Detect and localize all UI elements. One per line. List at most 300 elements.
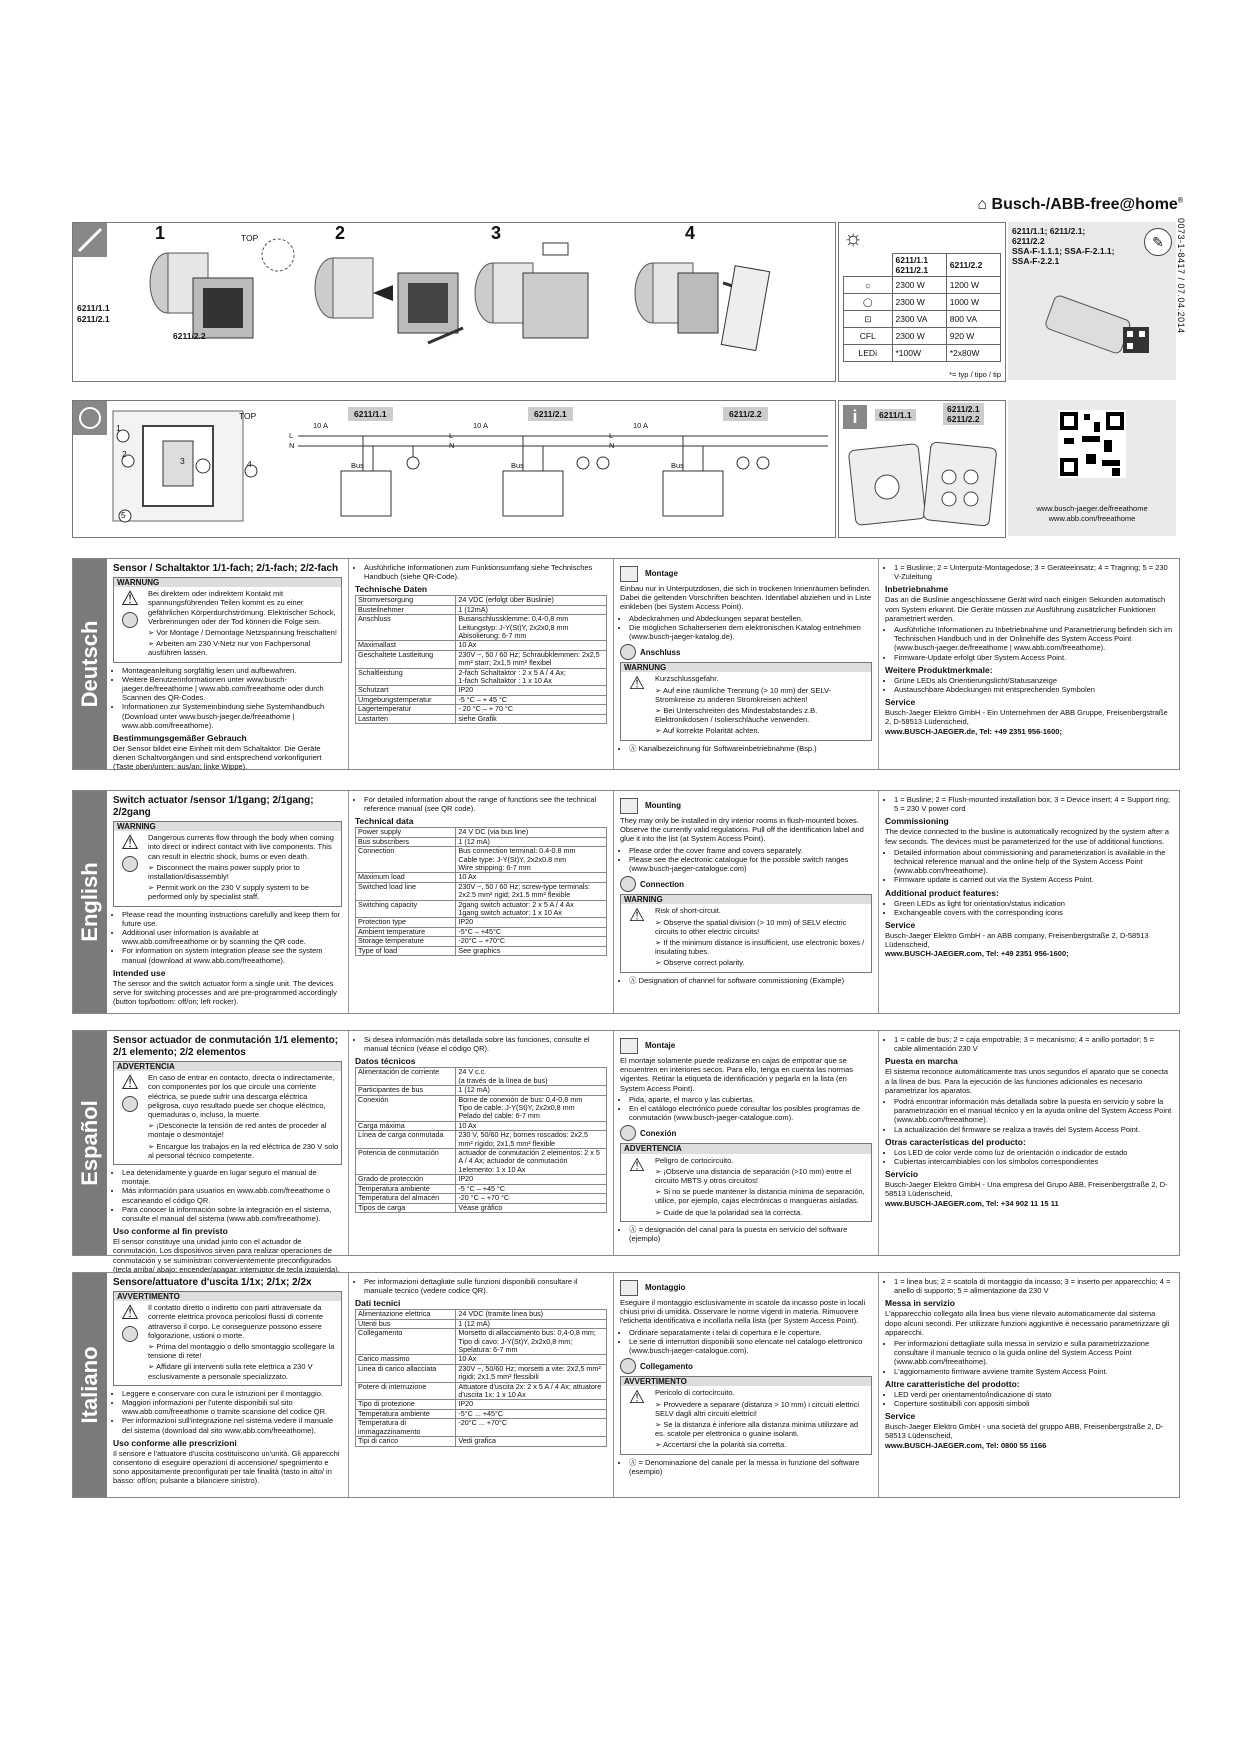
tech-row [356,918,607,927]
tech-label: Potencia de conmutación [356,1149,456,1175]
commissioning-list [885,848,1173,885]
tech-label: Protection type [356,918,456,927]
manual-icon: ✎ [1144,228,1172,256]
channel-note-text: Kanalbezeichnung für Softwareinbetriebnahme (Bsp.) [638,743,817,753]
connection-warning-text: Peligro de cortocircuito. [655,1155,734,1165]
service-address: Busch-Jaeger Elektro GmbH - Ein Unternehmen der ABB Gruppe, Freisenbergstraße 2, D-58513 Lüdenscheid, [885,708,1168,727]
mounting-header [620,566,872,582]
mounting-column [613,1273,878,1497]
commissioning-column [878,1273,1179,1497]
tech-value: -5 °C – + 45 °C [456,695,607,704]
mounting-list [620,614,872,642]
tech-row [356,946,607,955]
tech-value: siehe Grafik [456,714,607,723]
info-item: • Maggiori informazioni per l'utente disponibili sul sito www.abb.com/freeathome o tramite scansione del codice QR. [122,1398,342,1416]
tech-intro-text: • Si desea información más detallada sobre las funciones, consulte el manual técnico (véase el código QR). [364,1035,607,1053]
info-item: • For information on system integration please see the system manual (download at www.abb.com/freeathome). [122,946,342,964]
service-title: Service [885,697,916,708]
product-title: Sensor / Schaltaktor 1/1-fach; 2/1-fach; 2/2-fach [113,563,339,574]
warning-triangle-icon: ⚠ [628,1387,646,1408]
halogen-icon: ◯ [844,294,893,311]
commissioning-title: Puesta en marcha [885,1056,958,1067]
language-label: Deutsch [77,620,102,708]
connection-bullet: ➢ Si no se puede mantener la distancia mínima de separación, utilice, por ejemplo, cajas electrónicas o mangueras aisladas. [655,1187,865,1206]
connection-warning-title: WARNUNG [621,663,871,672]
feature-item: • Green LEDs as light for orientation/status indication [894,899,1173,908]
service-text [885,1180,1173,1208]
tech-row [356,1131,607,1149]
connection-title: Collegamento [640,1361,693,1371]
connection-warning [620,1376,872,1454]
line-label: L [289,431,294,440]
wiring-title: 6211/2.2 [723,407,768,421]
connection-bullet-text: Observe the spatial division (> 10 mm) of SELV electric circuits to other electric circuits! [655,917,847,936]
mounting-title: Montaggio [645,1283,686,1293]
service-title: Service [885,920,916,931]
tech-label: Potere di interruzione [356,1382,456,1400]
tech-table [355,1309,607,1446]
tech-row [356,1419,607,1437]
connection-header [620,1125,872,1141]
tech-value: -20°C ... +70°C [456,1419,607,1437]
mounting-header [620,798,872,814]
language-tab [73,1031,107,1255]
wiring-figure [72,400,836,538]
legend-list [885,795,1173,813]
load-header: 6211/1.1 6211/2.1 [892,254,946,277]
tech-label: Bus subscribers [356,837,456,846]
smartphone-qr-image [1038,292,1158,372]
tech-label: Type of load [356,946,456,955]
tech-row [356,882,607,900]
connection-bullet: ➢ Observe correct polarity. [655,958,745,968]
tech-row [356,873,607,882]
safety-column [107,1031,348,1274]
feature-item: • Grüne LEDs als Orientierungslicht/Statusanzeige [894,676,1173,685]
intended-use-text: The sensor and the switch actuator form a single unit. The devices serve for switching processes and are pre-programmed accordingly (button top/bottom: off/on; left rocker). [113,978,337,1007]
tech-label: Carga máxima [356,1121,456,1130]
mounting-list [620,1328,872,1356]
tech-label: Collegamento [356,1329,456,1355]
screwdriver-icon [620,566,638,582]
channel-note-text: = Denominazione del canale per la messa in funzione del software (esempio) [629,1457,860,1476]
wiring-title: 6211/2.1 [528,407,573,421]
info-item: • Más información para usuarios en www.abb.com/freeathome o escaneando el código QR. [122,1186,342,1204]
connection-bullet-text: ¡Observe una distancia de separación (>10 mm) entre el circuito MBTS y otros circuitos! [655,1166,852,1186]
fuse-label: 10 A [313,421,329,430]
tech-value: 230V ~, 50 / 60 Hz; Schraubklemmen: 2x2,5 mm² starr; 2x1,5 mm² flexibel [456,650,607,668]
load-note: *= typ / tipo / tip [949,370,1001,379]
service-address: Busch-Jaeger Elektro GmbH - Una empresa del Grupo ABB, Freisenbergstraße 2, D-58513 Lüdenscheid, [885,1180,1168,1199]
language-label: English [77,862,102,942]
tech-title: Datos técnicos [355,1056,416,1067]
warning-bullet: ➢ ¡Desconecte la tensión de red antes de proceder al montaje o desmontaje! [148,1121,327,1140]
mounting-text: El montaje solamente puede realizarse en cajas de empotrar que se encuentren en interiores secos. Para ello, tenga en cuenta las normas vigentes. Retirar la etiqueta de identificación y pegarla en la lista (en System Access Point). [620,1056,854,1093]
mounting-item: • En el catálogo electrónico puede consultar los posibles programas de conmutación (www.busch-jaeger-catalogue.com). [629,1104,872,1122]
service-title: Servicio [885,1169,919,1180]
language-tab [73,559,107,769]
connection-bullet-text: Provvedere a separare (distanza > 10 mm) i circuiti elettrici SELV dagli altri circuiti elettrici! [655,1399,860,1418]
tech-value: -20°C – +70°C [456,937,607,946]
info-item: • Informationen zur Systemeinbindung siehe Systemhandbuch (Download unter www.busch-jaeger.de/freeathome | www.abb.com/freeathome). [122,702,342,730]
commissioning-column [878,559,1179,769]
mounting-title: Montaje [645,1041,676,1051]
legend-list [885,563,1173,581]
mounting-item: • Please see the electronic catalogue for the possible switch ranges (www.busch-jaeger-catalogue.com) [629,855,872,873]
tech-value: actuador de conmutación 2 elementos: 2 x 5 A / 4 Ax; actuador de conmutación 1elemento: 1 x 10 Ax [456,1149,607,1175]
language-label: Italiano [77,1346,102,1424]
tech-row [356,847,607,873]
tech-row [356,1149,607,1175]
tech-label: Temperatura ambiente [356,1409,456,1418]
feature-item: • Los LED de color verde como luz de orientación o indicador de estado [894,1148,1173,1157]
tech-value: 1 (12 mA) [456,1086,607,1095]
connection-bullet-text: Auf eine räumliche Trennung (> 10 mm) der SELV-Stromkreise zu anderen Stromkreisen achten! [655,685,832,704]
tech-label: Maximallast [356,641,456,650]
tech-intro-text: • For detailed information about the range of functions see the technical reference manual (see QR code). [364,795,607,813]
load-value: 2300 VA [892,311,946,328]
installation-figure [72,222,836,382]
channel-note-list [620,1225,872,1243]
tech-value: 10 Ax [456,641,607,650]
info-item: • Per informazioni sull'integrazione nel sistema vedere il manuale del sistema (download dal sito www.abb.com/freeathome). [122,1416,342,1434]
warning-box [113,577,342,663]
service-contact: www.BUSCH-JAEGER.de, Tel: +49 2351 956-1600; [885,726,1062,736]
warning-bullet-text: Affidare gli interventi sulla rete elettrica a 230 V esclusivamente a personale specializzato. [148,1362,313,1381]
tech-label: Línea de carga conmutada [356,1131,456,1149]
connection-bullet-text: Si no se puede mantener la distancia mínima de separación, utilice, por ejemplo, cajas electrónicas o mangueras aisladas. [655,1187,865,1206]
commissioning-item: • La actualización del firmware se realiza a través del System Access Point. [894,1125,1173,1134]
tech-row [356,1310,607,1319]
tech-title: Dati tecnici [355,1298,401,1309]
tech-row [356,1437,607,1446]
home-icon: ⌂ [977,196,988,213]
tech-label: Connection [356,847,456,873]
tech-label: Ambient temperature [356,927,456,936]
tech-label: Conexión [356,1095,456,1121]
transformer-icon: ⊡ [844,311,893,328]
warning-text: En caso de entrar en contacto, directa o indirectamente, con componentes por los que circule una corriente eléctrica, se puede sufrir una descarga eléctrica peligrosa, cuyo resultado puede ser choque eléctrico, quemaduras o, incluso, la muerte. [148,1073,335,1120]
mounting-text: They may only be installed in dry interior rooms in flush-mounted boxes. Observe the currently valid regulations. Pull off the identification label and glue it into the list (at System Access Point). [620,816,864,844]
tech-label: Lastarten [356,714,456,723]
tech-value: 1 (12 mA) [456,1319,607,1328]
fuse-label: 10 A [633,421,649,430]
warning-text: Bei direktem oder indirektem Kontakt mit spannungsführenden Teilen kommt es zu einer gefährlichen Körperdurchströmung. Elektrischer Schock, Verbrennungen oder der Tod können die Folge sein. [148,589,336,626]
legend-list [885,1277,1173,1295]
commissioning-column [878,1031,1179,1255]
warning-bullet: ➢ Encargue los trabajos en la red eléctrica de 230 V solo al personal técnico competente. [148,1141,339,1160]
lamp-icon: ☼ [843,225,864,250]
connection-header [620,876,872,892]
language-tab [73,1273,107,1497]
commissioning-text: Das an die Buslinie angeschlossene Gerät wird nach einigen Sekunden automatisch vom System erkannt. Die Geräte müssen zur Ausführung zusätzlicher Funktionen parametriert werden. [885,595,1166,623]
channel-note-list [620,744,872,753]
language-tab [73,791,107,1013]
tech-value: IP20 [456,1175,607,1184]
channel-note-list [620,976,872,985]
tech-row [356,668,607,686]
tech-row [356,1329,607,1355]
info-list [113,1389,342,1435]
top-label: TOP [239,411,257,421]
service-text [885,931,1173,959]
warning-triangle-icon: ⚠ [628,673,646,694]
commissioning-item: • Detailed information about commissioning and parameterization is available in the technical reference manual and the online help of the System Access Point (www.abb.com/freeathome). [894,848,1173,876]
screwdriver-icon [620,1280,638,1296]
legend-text: • 1 = Buslinie; 2 = Unterputz-Montagedose; 3 = Geräteeinsatz; 4 = Tragring; 5 = 230 V-Zuleitung [894,563,1173,581]
tech-value: -5°C ... +45°C [456,1409,607,1418]
connection-bullet: ➢ Se la distanza è inferiore alla distanza minima utilizzare ad es. scatole per elettronica o guaine isolanti. [655,1420,859,1439]
step-number: 2 [335,223,346,243]
warning-bullet: ➢ Affidare gli interventi sulla rete elettrica a 230 V esclusivamente a personale specializzato. [148,1362,313,1381]
load-value: 1200 W [946,277,1000,294]
service-address: Busch-Jaeger Elektro GmbH - una società del gruppo ABB, Freisenbergstraße 2, D-58513 Lüdenscheid, [885,1422,1164,1441]
mounting-item: • Pida, aparte, el marco y las cubiertas. [629,1095,872,1104]
electrician-icon [122,856,138,872]
warning-box [113,1291,342,1386]
load-value: 920 W [946,328,1000,345]
tech-value: -20 °C – +70 °C [456,1194,607,1203]
service-contact: www.BUSCH-JAEGER.com, Tel: +34 902 11 15 11 [885,1198,1059,1208]
electrician-icon [122,612,138,628]
channel-a-icon: Ⓐ [629,1457,637,1467]
mounting-header [620,1038,872,1054]
mounting-item: • Please order the cover frame and covers separately. [629,846,872,855]
tech-label: Switched load line [356,882,456,900]
tech-label: Utenti bus [356,1319,456,1328]
line-label: L [449,431,454,440]
warning-bullet: ➢ Vor Montage / Demontage Netzspannung freischalten! [148,628,337,638]
tech-label: Carico massimo [356,1355,456,1364]
connection-title: Anschluss [640,647,681,657]
warning-triangle-icon: ⚠ [628,905,646,926]
tech-row [356,1194,607,1203]
commissioning-text: The device connected to the busline is automatically recognized by the system after a few seconds. The devices must be parameterized for the use of additional functions. [885,827,1169,846]
bus-label: Bus [511,461,524,470]
feature-item: • Exchangeable covers with the corresponding icons [894,908,1173,917]
tech-label: Anschluss [356,615,456,641]
channel-a-icon: Ⓐ [629,1224,637,1234]
connection-bullet-text: Accertarsi che la polarità sia corretta. [662,1440,787,1450]
channel-note-text: = designación del canal para la puesta en servicio del software (ejemplo) [629,1224,848,1244]
step-number: 3 [491,223,502,243]
commissioning-item: • Podrá encontrar información más detallada sobre la puesta en servicio y sobre la parametrización en el manual técnico y en la ayuda online del System Access Point (www.abb.com/freeathome). [894,1097,1173,1125]
feature-item: • Cubiertas intercambiables con los símbolos correspondientes [894,1157,1173,1166]
service-text [885,1422,1173,1450]
intended-use-text: El sensor constituye una unidad junto con el actuador de conmutación. Los dispositivos sirven para realizar operaciones de conmutación y se suministran convenientemente preconfigurados (tecla arriba/ abajo: encender/apagar; interruptor de tecla izquierda). [113,1237,340,1274]
screwdriver-icon [620,1038,638,1054]
connection-warning [620,1143,872,1221]
neutral-label: N [609,441,615,450]
mounting-item: • Abdeckrahmen und Abdeckungen separat bestellen. [629,614,872,623]
tech-value: Véase gráfico [456,1203,607,1212]
warning-title: AVVERTIMENTO [114,1292,341,1301]
load-table [843,253,1001,362]
load-value: 2300 W [892,277,946,294]
channel-note-text: Designation of channel for software commissioning (Example) [638,975,845,985]
safety-column [107,559,348,772]
channel-note [629,976,872,985]
info-list [113,910,342,965]
tech-value: Bus connection terminal: 0.4-0.8 mm Cable type: J-Y(St)Y, 2x2x0.8 mm Wire stripping: 6-7 mm [456,847,607,873]
tech-value: See graphics [456,946,607,955]
tech-row [356,615,607,641]
tech-value: Morsetto di allacciamento bus: 0,4-0,8 mm; Tipo di cavo: J-Y(St)Y, 2x2x0,8 mm; Spelatura: 6-7 mm [456,1329,607,1355]
commissioning-title: Inbetriebnahme [885,584,949,595]
tech-label: Temperatura del almacén [356,1194,456,1203]
product-title: Switch actuator /sensor 1/1gang; 2/1gang; 2/2gang [113,795,314,818]
tech-value: Attuatore d'uscita 2x: 2 x 5 A / 4 Ax; attuatore d'uscita 1x: 1 x 10 Ax [456,1382,607,1400]
qr-panel [1008,400,1176,536]
cover-model: 6211/2.1 6211/2.2 [943,403,984,425]
electrician-icon [122,1326,138,1342]
tech-label: Tipo di protezione [356,1400,456,1409]
connection-warning [620,894,872,972]
tech-label: Switching capacity [356,900,456,918]
warning-triangle-icon: ⚠ [121,588,139,611]
tech-label: Geschaltete Lastleitung [356,650,456,668]
tech-label: Temperatura di immagazzinamento [356,1419,456,1437]
tech-label: Linea di carico allacciata [356,1364,456,1382]
product-title: Sensore/attuatore d'uscita 1/1x; 2/1x; 2/2x [113,1277,312,1288]
tech-value: IP20 [456,1400,607,1409]
tech-value: 10 Ax [456,1355,607,1364]
connection-title: Conexión [640,1128,677,1138]
tech-value: IP20 [456,918,607,927]
mounting-column [613,559,878,769]
commissioning-list [885,625,1173,662]
info-item: • Para conocer la información sobre la integración en el sistema, consulte el manual del sistema (www.abb.com/freeathome). [122,1205,342,1223]
info-item: • Please read the mounting instructions carefully and keep them for future use. [122,910,342,928]
cover-figure [838,400,1006,538]
features-list [885,1390,1173,1408]
language-section [72,790,1180,1014]
connection-header [620,1358,872,1374]
connection-warning-text: Kurzschlussgefahr. [655,674,719,684]
commissioning-item: • Per informazioni dettagliate sulla messa in servizio e sulla parametrizzazione consultare il manuale tecnico o la guida online del System Access Point (www.abb.com/freeathome). [894,1339,1173,1367]
wiring-drawings [73,401,835,537]
mounting-column [613,1031,878,1255]
connection-bullet-text: Cuide de que la polaridad sea la correcta. [663,1207,803,1217]
tech-intro [355,1035,607,1053]
wiring-title: 6211/1.1 [348,407,393,421]
url-busch[interactable]: www.busch-jaeger.de/freeathome [1036,504,1148,513]
safety-column [107,791,348,1013]
legend-text: • 1 = Busline; 2 = Flush-mounted installation box; 3 = Device insert; 4 = Support ring; 5 = 230 V power cord [894,795,1173,813]
fuse-label: 10 A [473,421,489,430]
language-label: Español [77,1100,102,1186]
service-text [885,708,1173,736]
step-number: 1 [155,223,166,243]
warning-triangle-icon: ⚠ [121,1072,139,1095]
tech-value: Busanschlussklemme: 0,4-0,8 mm Leitungstyp: J-Y(St)Y, 2x2x0,8 mm Abisolierung: 6-7 mm [456,615,607,641]
mounting-text: Einbau nur in Unterputzdosen, die sich in trockenen Innenräumen befinden. Dabei die geltenden Vorschriften beachten. Identlabel abziehen und in Liste einkleben (bei System Access Point). [620,584,872,612]
connection-bullet: ➢ Auf eine räumliche Trennung (> 10 mm) der SELV-Stromkreise zu anderen Stromkreisen achten! [655,685,832,704]
info-item: • Additional user information is available at www.abb.com/freeathome or by scanning the QR code. [122,928,342,946]
product-panel [1008,222,1176,380]
tech-value: 230V ~, 50/60 Hz; morsetti a vite: 2x2,5 mm² rigidi; 2x1,5 mm² flessibili [456,1364,607,1382]
model-label: 6211/1.1 [77,303,110,313]
neutral-label: N [289,441,295,450]
connection-warning-title: AVVERTIMENTO [621,1377,871,1386]
mounting-list [620,846,872,874]
plug-icon [620,876,636,892]
info-item: • Leggere e conservare con cura le istruzioni per il montaggio. [122,1389,342,1398]
tech-row [356,650,607,668]
load-value: 800 VA [946,311,1000,328]
warning-box [113,1061,342,1165]
callout-number: 2 [122,449,127,459]
tech-value: Vedi grafica [456,1437,607,1446]
load-value: 2300 W [892,294,946,311]
screwdriver-icon [620,798,638,814]
commissioning-column [878,791,1179,1013]
tech-value: -5°C – +45°C [456,927,607,936]
tech-value: Borne de conexión de bus: 0,4-0,8 mm Tipo de cable: J-Y(St)Y, 2x2x0,8 mm Pelado del cable: 6-7 mm [456,1095,607,1121]
intended-use-title: Bestimmungsgemäßer Gebrauch [113,733,247,744]
tech-row [356,1068,607,1086]
warning-bullet-text: Vor Montage / Demontage Netzspannung freischalten! [156,628,337,638]
plug-icon [620,1125,636,1141]
safety-column [107,1273,348,1497]
tech-intro-text: • Ausführliche Informationen zum Funktionsumfang siehe Technisches Handbuch (siehe QR-Code). [364,563,607,581]
tech-row [356,1203,607,1212]
tech-value: 230 V, 50/60 Hz; bornes roscados: 2x2,5 mm² rígido; 2x1,5 mm² flexible [456,1131,607,1149]
warning-bullet-text: Prima del montaggio o dello smontaggio scollegare la tensione di rete! [148,1342,335,1361]
tech-title: Technische Daten [355,584,428,595]
qr-code-image [1058,410,1126,478]
callout-number: 3 [180,456,185,466]
warning-text: Dangerous currents flow through the body when coming into direct or indirect contact with live components. This can result in electric shock, burns or even death. [148,833,334,861]
info-list [113,1168,342,1223]
tech-row [356,900,607,918]
brand-name: Busch-/ABB-free@home [991,196,1178,213]
tech-value: 24 VDC (tramite linea bus) [456,1310,607,1319]
features-title: Weitere Produktmerkmale: [885,664,993,675]
intended-use-title: Uso conforme alle prescrizioni [113,1437,237,1448]
load-value: *2x80W [946,345,1000,362]
connection-bullet: ➢ Accertarsi che la polarità sia corretta. [655,1440,787,1450]
warning-triangle-icon: ⚠ [121,832,139,855]
connection-bullet-text: Bei Unterschreiten des Mindestabstandes z.B. Elektronikdosen / Isolierschläuche verwenden. [655,706,818,725]
tech-value: 10 Ax [456,1121,607,1130]
load-type-figure [838,222,1006,382]
connection-header [620,644,872,660]
tech-value: 2-fach Schaltaktor : 2 x 5 A / 4 Ax; 1-fach Schaltaktor : 1 x 10 Ax [456,668,607,686]
brand-header [977,196,1183,214]
tech-label: Temperatura ambiente [356,1184,456,1193]
connection-bullet: ➢ Observe the spatial division (> 10 mm) of SELV electric circuits to other electric circuits! [655,917,847,936]
tech-intro [355,1277,607,1295]
tech-value: 24 V c.c. (a través de la línea de bus) [456,1068,607,1086]
tech-value: 2gang switch actuator: 2 x 5 A / 4 Ax 1gang switch actuator: 1 x 10 Ax [456,900,607,918]
callout-number: 1 [116,423,121,433]
tech-value: -5 °C – +45 °C [456,1184,607,1193]
connection-bullet: ➢ ¡Observe una distancia de separación (>10 mm) entre el circuito MBTS y otros circuitos! [655,1166,852,1186]
connection-warning-title: WARNING [621,895,871,904]
features-list [885,899,1173,917]
tech-label: Grado de protección [356,1175,456,1184]
tech-row [356,686,607,695]
tech-value: - 20 °C – + 70 °C [456,705,607,714]
commissioning-text: El sistema reconoce automáticamente tras unos segundos el aparato que se conecta a la línea de bus. Para la ejecución de las funciones adicionales es necesario parametrizar los aparatos. [885,1067,1169,1095]
mounting-title: Mounting [645,801,681,811]
tech-label: Power supply [356,828,456,837]
mounting-text: Eseguire il montaggio esclusivamente in scatole da incasso poste in locali chiusi privi di umidità. Osservare le norme vigenti in materia. Rimuovere l'etichetta identificativa e incollarla nella lista (per System Access Point). [620,1298,866,1326]
tech-table [355,595,607,724]
url-abb[interactable]: www.abb.com/freeathome [1048,514,1136,523]
tech-row [356,1364,607,1382]
